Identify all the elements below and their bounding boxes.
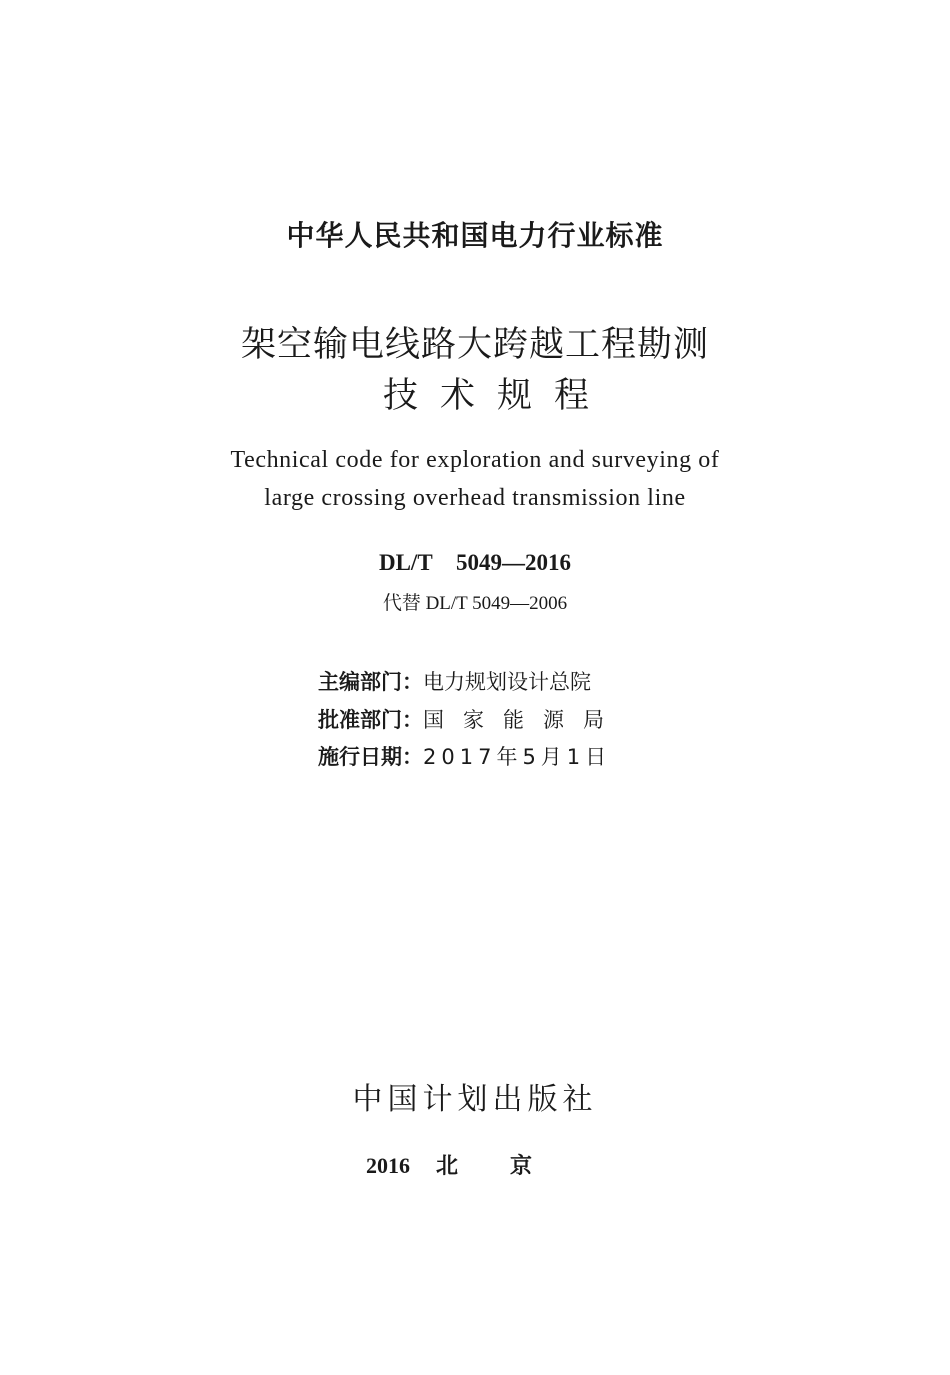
document-title-line-1: 架空输电线路大跨越工程勘测: [240, 325, 709, 365]
editor-value: 电力规划设计总院: [423, 670, 591, 694]
publication-year: 2016: [365, 1153, 410, 1178]
standard-code: DL/T 5049—2016: [378, 550, 572, 575]
effective-value: 2017年5月1日: [423, 745, 612, 769]
industry-standard-heading: 中华人民共和国电力行业标准: [286, 219, 664, 252]
approver-value: 国家能源局: [423, 708, 623, 732]
effective-label: 施行日期：: [318, 745, 423, 769]
document-title-line-2: 技术规程: [382, 376, 611, 416]
english-title-line-2: large crossing overhead transmission line: [264, 485, 686, 511]
effective-date: [318, 741, 611, 771]
approver-label: 批准部门：: [318, 708, 423, 732]
approver-department: [318, 704, 623, 734]
editor-label: 主编部门：: [318, 670, 423, 694]
replaces-standard: 代替 DL/T 5049—2006: [382, 593, 568, 614]
publisher-name: 中国计划出版社: [352, 1082, 598, 1117]
publication-year-city: [0, 1149, 950, 1180]
editor-department: [318, 666, 591, 696]
english-title-line-1: Technical code for exploration and surveying of: [230, 447, 720, 473]
publication-city: 北京: [435, 1154, 584, 1179]
